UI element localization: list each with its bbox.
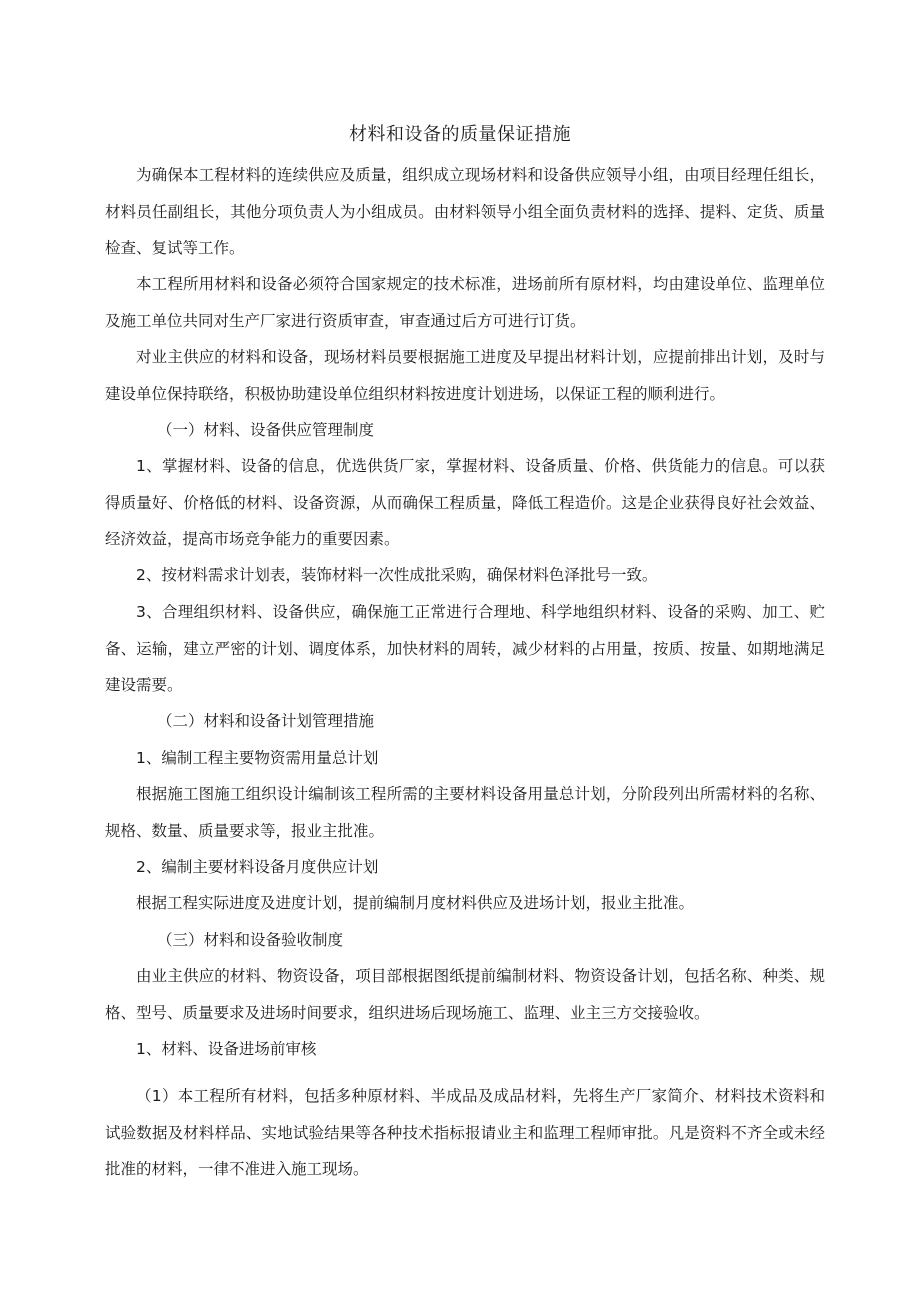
paragraph-plan-2: 2、编制主要材料设备月度供应计划 <box>136 858 379 876</box>
paragraph-acceptance-1: 1、材料、设备进场前审核 <box>136 1040 317 1058</box>
paragraph-acceptance: 由业主供应的材料、物资设备，项目部根据图纸提前编制材料、物资设备计划，包括名称、种类、规格、型号、质量要求及进场时间要求，组织进场后现场施工、监理、业主三方交接验收。 <box>105 967 825 1022</box>
paragraph-item-1: 1、掌握材料、设备的信息，优选供货厂家，掌握材料、设备质量、价格、供货能力的信息。可以获得质量好、价格低的材料、设备资源，从而确保工程质量，降低工程造价。这是企业获得良好社会效益、经济效益，提高市场竞争能力的重要因素。 <box>105 457 825 548</box>
paragraph-item-2: 2、按材料需求计划表，装饰材料一次性成批采购，确保材料色泽批号一致。 <box>136 566 658 584</box>
paragraph-acceptance-1-1: （1）本工程所有材料，包括多种原材料、半成品及成品材料，先将生产厂家简介、材料技术资料和试验数据及材料样品、实地试验结果等各种技术指标报请业主和监理工程师审批。凡是资料不齐全或未经批准的材料，一律不准进入施工现场。 <box>105 1087 825 1178</box>
paragraph-owner-supply: 对业主供应的材料和设备，现场材料员要根据施工进度及早提出材料计划，应提前排出计划，及时与建设单位保持联络，积极协助建设单位组织材料按进度计划进场，以保证工程的顺利进行。 <box>105 348 825 403</box>
paragraph-plan-2-body: 根据工程实际进度及进度计划，提前编制月度材料供应及进场计划，报业主批准。 <box>136 894 695 912</box>
section-heading-1: （一）材料、设备供应管理制度 <box>157 421 375 439</box>
section-heading-3: （三）材料和设备验收制度 <box>157 931 344 949</box>
paragraph-standards: 本工程所用材料和设备必须符合国家规定的技术标准，进场前所有原材料，均由建设单位、监理单位及施工单位共同对生产厂家进行资质审查，审查通过后方可进行订货。 <box>105 275 825 330</box>
document-title: 材料和设备的质量保证措施 <box>349 124 571 145</box>
paragraph-item-3: 3、合理组织材料、设备供应，确保施工正常进行合理地、科学地组织材料、设备的采购、加工、贮备、运输，建立严密的计划、调度体系，加快材料的周转，减少材料的占用量，按质、按量、如期地满足建设需要。 <box>105 603 825 694</box>
paragraph-intro: 为确保本工程材料的连续供应及质量，组织成立现场材料和设备供应领导小组，由项目经理任组长，材料员任副组长，其他分项负责人为小组成员。由材料领导小组全面负责材料的选择、提料、定货、质量检查、复试等工作。 <box>105 166 825 257</box>
paragraph-plan-1-body: 根据施工图施工组织设计编制该工程所需的主要材料设备用量总计划，分阶段列出所需材料的名称、规格、数量、质量要求等，报业主批准。 <box>105 785 825 840</box>
section-heading-2: （二）材料和设备计划管理措施 <box>157 712 375 730</box>
paragraph-plan-1: 1、编制工程主要物资需用量总计划 <box>136 749 379 767</box>
